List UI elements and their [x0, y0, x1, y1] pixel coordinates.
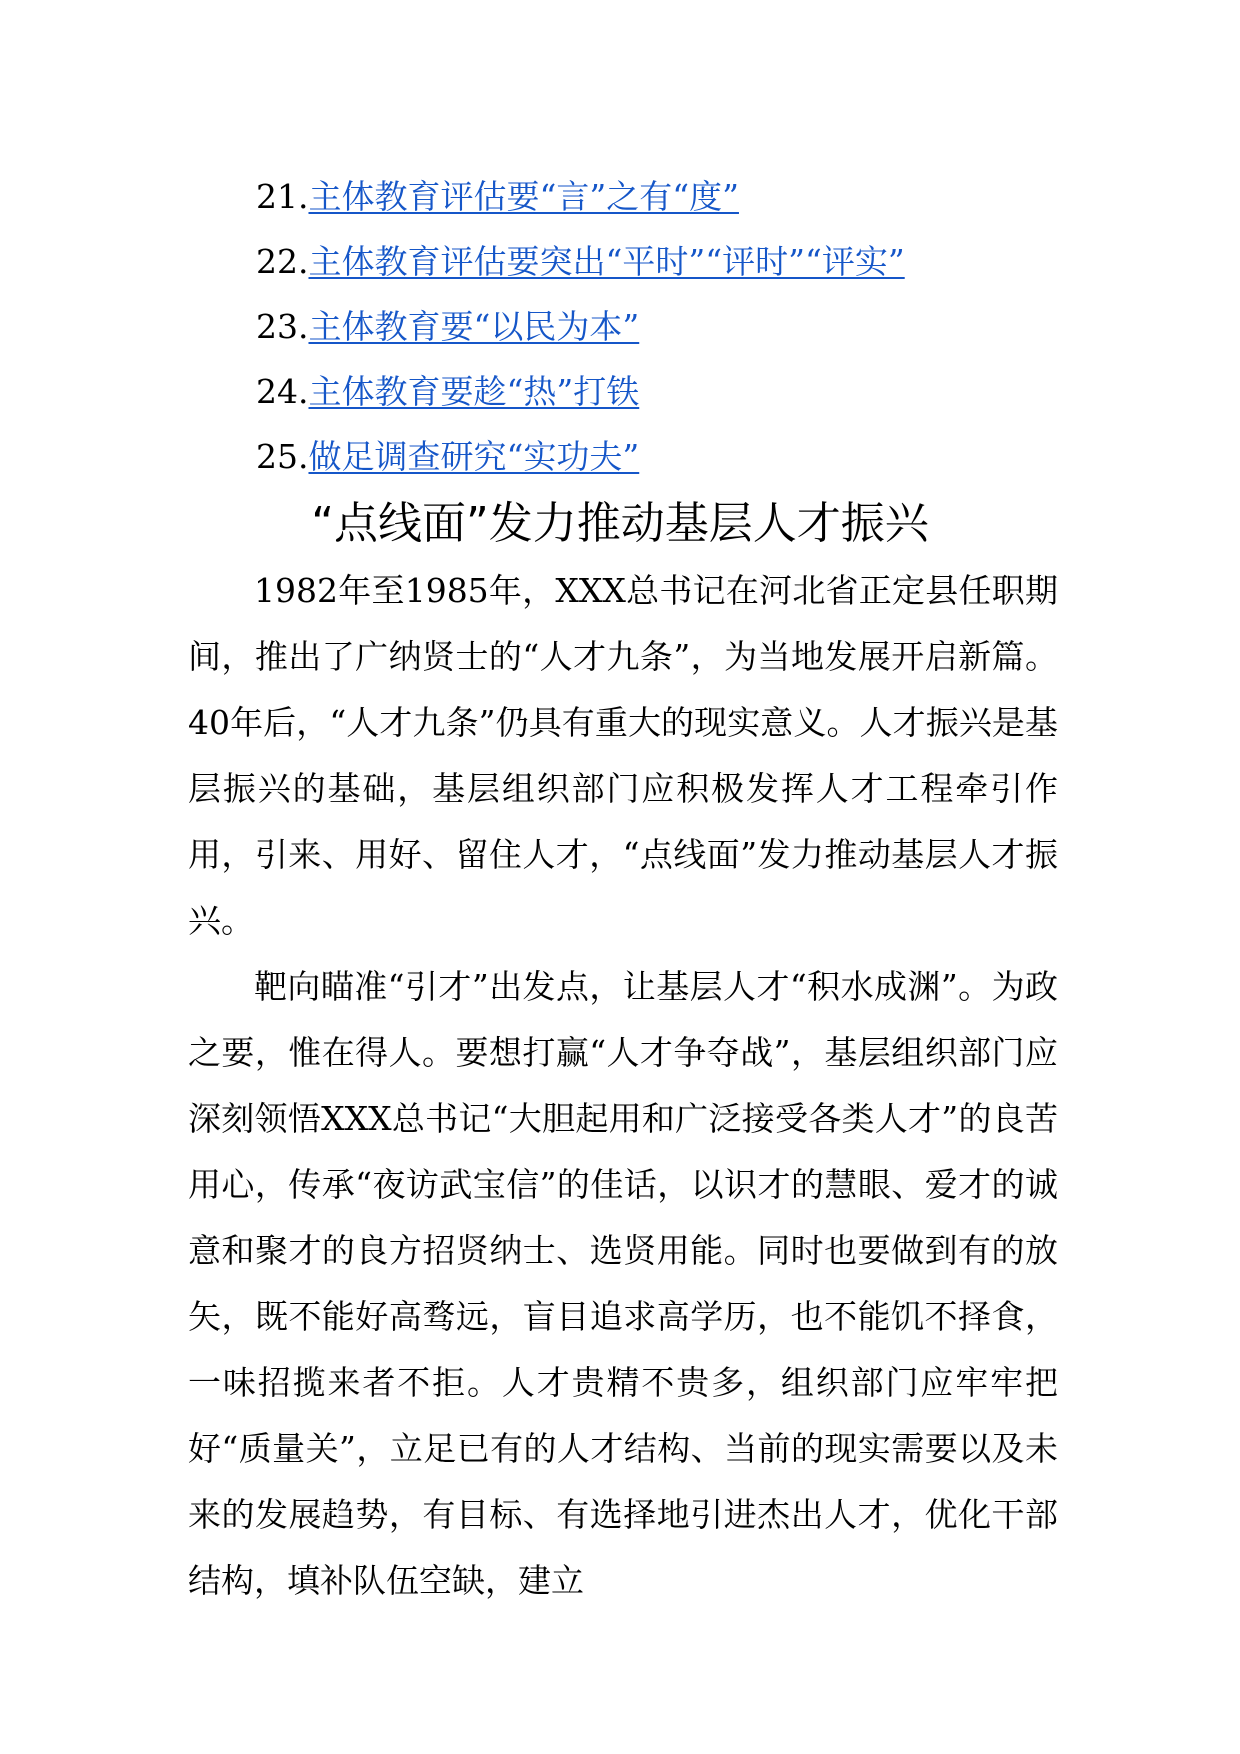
list-item: [256, 170, 1156, 235]
list-item: [256, 430, 1156, 495]
item-number: 24.: [256, 372, 309, 411]
article-link[interactable]: 主体教育要“以民为本”: [308, 307, 640, 346]
item-number: 21.: [256, 177, 309, 216]
item-number: 25.: [256, 437, 309, 476]
article-link[interactable]: 主体教育评估要突出“平时”“评时”“评实”: [308, 242, 905, 281]
related-articles-list: [256, 170, 1156, 495]
list-item: [256, 235, 1156, 300]
article-link[interactable]: 做足调查研究“实功夫”: [308, 437, 640, 476]
item-number: 22.: [256, 242, 309, 281]
article-title: “点线面”发力推动基层人才振兴: [311, 498, 929, 549]
list-item: [256, 300, 1156, 365]
item-number: 23.: [256, 307, 309, 346]
list-item: [256, 365, 1156, 430]
article-link[interactable]: 主体教育评估要“言”之有“度”: [308, 177, 739, 216]
article-body: [188, 558, 1058, 1614]
paragraph: 1982年至1985年，XXX总书记在河北省正定县任职期间，推出了广纳贤士的“人才九条”，为当地发展开启新篇。40年后，“人才九条”仍具有重大的现实意义。人才振兴是基层振兴的基础，基层组织部门应积极发挥人才工程牵引作用，引来、用好、留住人才，“点线面”发力推动基层人才振兴。: [188, 571, 1058, 940]
paragraph: 靶向瞄准“引才”出发点，让基层人才“积水成渊”。为政之要，惟在得人。要想打赢“人才争夺战”，基层组织部门应深刻领悟XXX总书记“大胆起用和广泛接受各类人才”的良苦用心，传承“夜访武宝信”的佳话，以识才的慧眼、爱才的诚意和聚才的良方招贤纳士、选贤用能。同时也要做到有的放矢，既不能好高骛远，盲目追求高学历，也不能饥不择食，一味招揽来者不拒。人才贵精不贵多，组织部门应牢牢把好“质量关”，立足已有的人才结构、当前的现实需要以及未来的发展趋势，有目标、有选择地引进杰出人才，优化干部结构，填补队伍空缺，建立: [188, 967, 1058, 1600]
article-link[interactable]: 主体教育要趁“热”打铁: [308, 372, 640, 411]
